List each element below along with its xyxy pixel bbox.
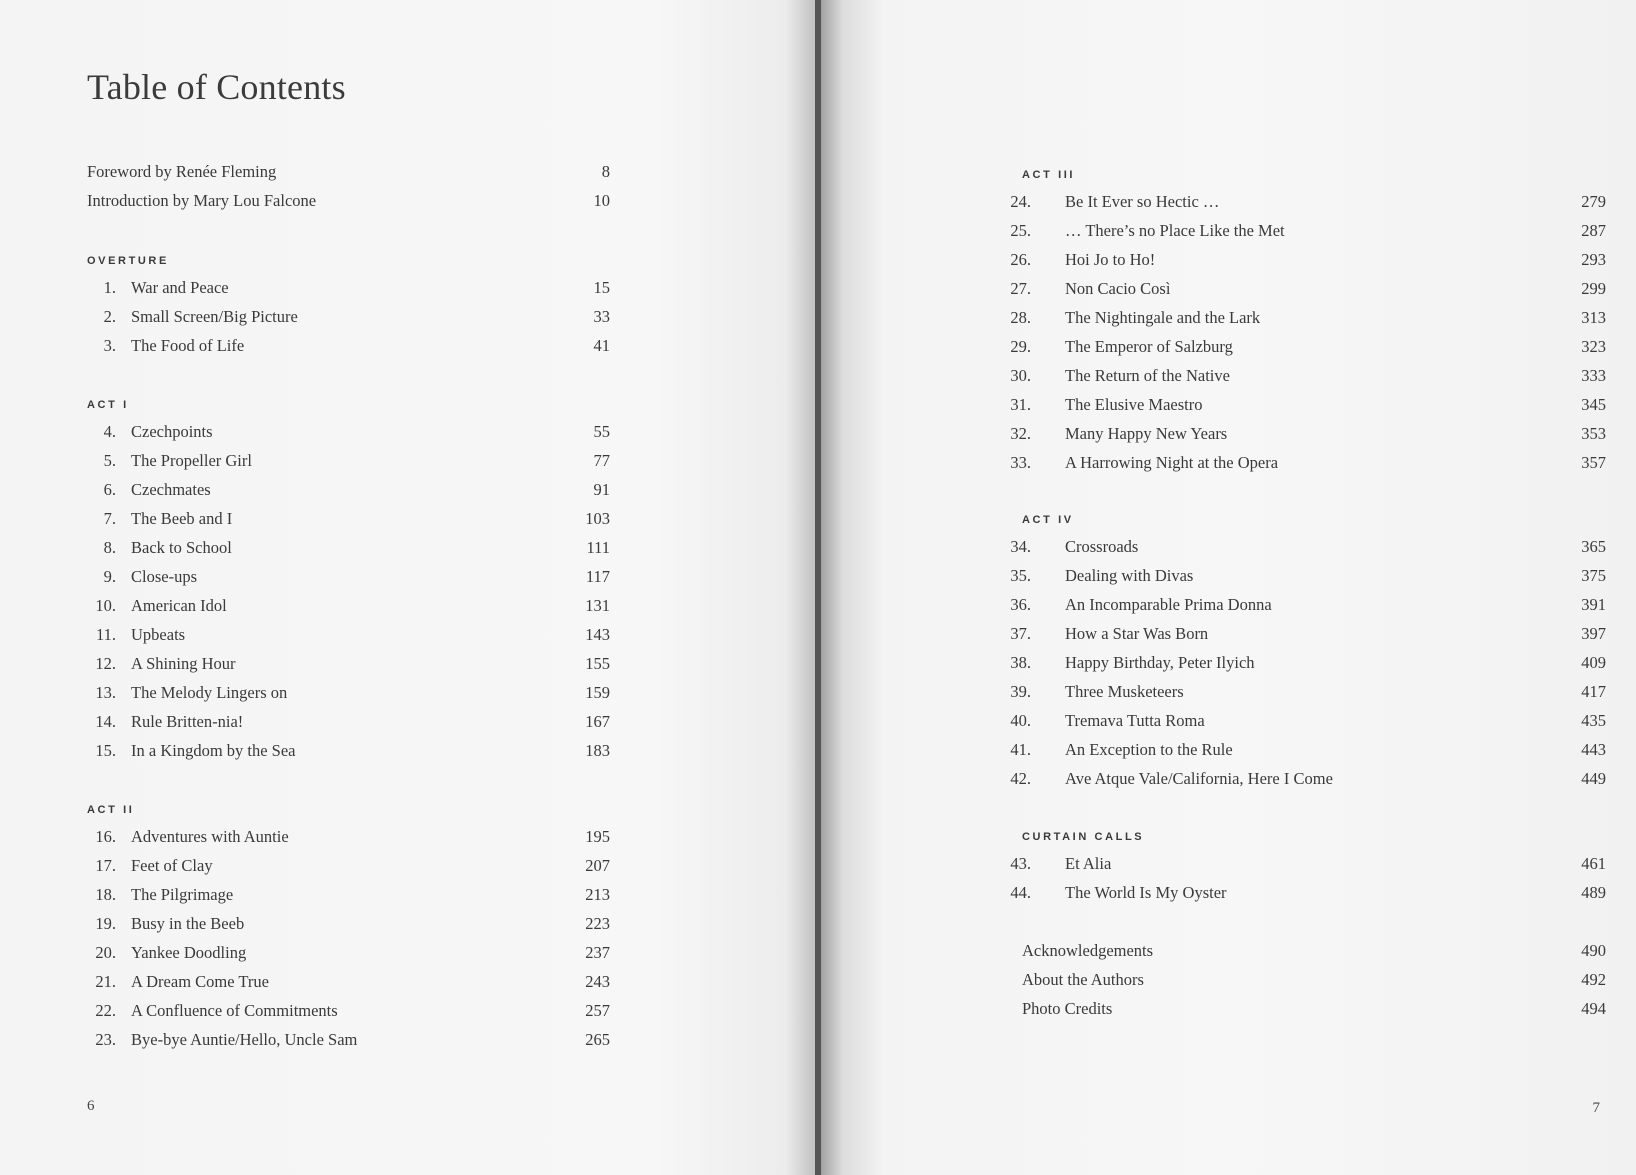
chapter-number: 6. — [103, 480, 116, 499]
chapter-number: 14. — [95, 712, 116, 731]
chapter-number: 13. — [95, 683, 116, 702]
chapter-number: 2. — [103, 307, 116, 326]
chapter-page: 213 — [585, 885, 610, 904]
chapter-page: 243 — [585, 972, 610, 991]
chapter-title: Adventures with Auntie — [131, 827, 289, 846]
chapter-title: The Pilgrimage — [131, 885, 234, 904]
chapter-page: 77 — [593, 451, 610, 470]
chapter-title: A Dream Come True — [131, 972, 269, 991]
chapter-title: Non Cacio Così — [1065, 279, 1171, 298]
chapter-number: 31. — [1010, 395, 1031, 414]
chapter-title: Happy Birthday, Peter Ilyich — [1065, 653, 1255, 672]
chapter-page: 111 — [586, 538, 610, 557]
chapter-page: 299 — [1581, 279, 1606, 298]
page-number-left: 6 — [87, 1098, 95, 1114]
back-matter-page: 490 — [1581, 941, 1606, 960]
right-page — [818, 0, 1636, 1175]
chapter-title: … There’s no Place Like the Met — [1065, 221, 1285, 240]
chapter-title: The Emperor of Salzburg — [1065, 337, 1233, 356]
chapter-title: Upbeats — [131, 625, 186, 644]
chapter-page: 183 — [585, 741, 610, 760]
chapter-title: American Idol — [131, 596, 227, 615]
chapter-title: An Incomparable Prima Donna — [1065, 595, 1272, 614]
chapter-title: Dealing with Divas — [1065, 566, 1194, 585]
section-heading: ACT II — [87, 804, 135, 816]
chapter-title: A Harrowing Night at the Opera — [1065, 453, 1279, 472]
chapter-page: 293 — [1581, 250, 1606, 269]
chapter-page: 159 — [585, 683, 610, 702]
back-matter-title: About the Authors — [1022, 970, 1144, 989]
chapter-page: 287 — [1581, 221, 1606, 240]
chapter-page: 391 — [1581, 595, 1606, 614]
chapter-page: 417 — [1581, 682, 1606, 701]
chapter-number: 1. — [103, 278, 116, 297]
chapter-page: 333 — [1581, 366, 1606, 385]
chapter-number: 4. — [103, 422, 116, 441]
chapter-title: Rule Britten-nia! — [131, 712, 244, 731]
chapter-title: Czechpoints — [131, 422, 213, 441]
chapter-title: The Propeller Girl — [131, 451, 252, 470]
chapter-page: 41 — [593, 336, 610, 355]
chapter-title: A Confluence of Commitments — [131, 1001, 338, 1020]
chapter-page: 357 — [1581, 453, 1606, 472]
chapter-page: 155 — [585, 654, 610, 673]
chapter-number: 41. — [1010, 740, 1031, 759]
chapter-title: Bye-bye Auntie/Hello, Uncle Sam — [131, 1030, 358, 1049]
chapter-number: 32. — [1010, 424, 1031, 443]
page-number-right: 7 — [1592, 1100, 1600, 1116]
chapter-number: 25. — [1010, 221, 1031, 240]
chapter-page: 15 — [593, 278, 610, 297]
chapter-number: 29. — [1010, 337, 1031, 356]
chapter-number: 22. — [95, 1001, 116, 1020]
chapter-title: Yankee Doodling — [131, 943, 247, 962]
chapter-number: 10. — [95, 596, 116, 615]
chapter-title: Hoi Jo to Ho! — [1065, 250, 1156, 269]
chapter-page: 33 — [593, 307, 610, 326]
chapter-number: 40. — [1010, 711, 1031, 730]
chapter-page: 207 — [585, 856, 610, 875]
section-heading: CURTAIN CALLS — [1022, 831, 1145, 843]
page-title: Table of Contents — [87, 67, 346, 107]
chapter-title: The Nightingale and the Lark — [1065, 308, 1261, 327]
section-heading: ACT III — [1022, 169, 1076, 181]
chapter-page: 195 — [585, 827, 610, 846]
chapter-number: 18. — [95, 885, 116, 904]
chapter-number: 27. — [1010, 279, 1031, 298]
chapter-number: 23. — [95, 1030, 116, 1049]
chapter-page: 353 — [1581, 424, 1606, 443]
chapter-page: 167 — [585, 712, 610, 731]
chapter-page: 461 — [1581, 854, 1606, 873]
chapter-number: 19. — [95, 914, 116, 933]
chapter-number: 34. — [1010, 537, 1031, 556]
chapter-number: 26. — [1010, 250, 1031, 269]
chapter-page: 345 — [1581, 395, 1606, 414]
chapter-number: 16. — [95, 827, 116, 846]
chapter-title: Feet of Clay — [131, 856, 213, 875]
chapter-number: 38. — [1010, 653, 1031, 672]
section-heading: OVERTURE — [87, 255, 169, 267]
chapter-title: Et Alia — [1065, 854, 1112, 873]
chapter-title: How a Star Was Born — [1065, 624, 1209, 643]
chapter-title: Ave Atque Vale/California, Here I Come — [1065, 769, 1333, 788]
chapter-title: Back to School — [131, 538, 232, 557]
chapter-page: 237 — [585, 943, 610, 962]
chapter-number: 28. — [1010, 308, 1031, 327]
chapter-number: 5. — [103, 451, 116, 470]
chapter-title: Three Musketeers — [1065, 682, 1184, 701]
section-heading: ACT IV — [1022, 514, 1074, 526]
chapter-title: The Melody Lingers on — [131, 683, 288, 702]
chapter-title: The Food of Life — [131, 336, 245, 355]
section-heading: ACT I — [87, 399, 129, 411]
chapter-title: Many Happy New Years — [1065, 424, 1228, 443]
chapter-title: The Beeb and I — [131, 509, 233, 528]
chapter-title: The World Is My Oyster — [1065, 883, 1227, 902]
chapter-page: 409 — [1581, 653, 1606, 672]
back-matter-page: 492 — [1581, 970, 1606, 989]
chapter-page: 365 — [1581, 537, 1606, 556]
chapter-number: 30. — [1010, 366, 1031, 385]
chapter-page: 257 — [585, 1001, 610, 1020]
chapter-page: 143 — [585, 625, 610, 644]
chapter-page: 435 — [1581, 711, 1606, 730]
chapter-number: 20. — [95, 943, 116, 962]
book-gutter — [815, 0, 821, 1175]
chapter-number: 7. — [103, 509, 116, 528]
chapter-title: A Shining Hour — [131, 654, 236, 673]
chapter-page: 265 — [585, 1030, 610, 1049]
chapter-page: 489 — [1581, 883, 1606, 902]
chapter-page: 91 — [593, 480, 610, 499]
chapter-title: Crossroads — [1065, 537, 1139, 556]
chapter-title: Czechmates — [131, 480, 211, 499]
chapter-number: 21. — [95, 972, 116, 991]
chapter-number: 3. — [103, 336, 116, 355]
chapter-page: 131 — [585, 596, 610, 615]
chapter-title: Busy in the Beeb — [131, 914, 245, 933]
chapter-page: 323 — [1581, 337, 1606, 356]
chapter-number: 39. — [1010, 682, 1031, 701]
chapter-number: 36. — [1010, 595, 1031, 614]
chapter-page: 397 — [1581, 624, 1606, 643]
chapter-page: 117 — [585, 567, 610, 586]
chapter-number: 24. — [1010, 192, 1031, 211]
chapter-title: Small Screen/Big Picture — [131, 307, 298, 326]
chapter-number: 9. — [103, 567, 116, 586]
chapter-page: 375 — [1581, 566, 1606, 585]
chapter-number: 42. — [1010, 769, 1031, 788]
chapter-number: 44. — [1010, 883, 1031, 902]
chapter-title: An Exception to the Rule — [1065, 740, 1233, 759]
chapter-title: In a Kingdom by the Sea — [131, 741, 296, 760]
chapter-page: 449 — [1581, 769, 1606, 788]
chapter-title: The Elusive Maestro — [1065, 395, 1203, 414]
back-matter-title: Acknowledgements — [1022, 941, 1154, 960]
chapter-title: Be It Ever so Hectic … — [1065, 192, 1220, 211]
chapter-page: 313 — [1581, 308, 1606, 327]
chapter-number: 43. — [1010, 854, 1031, 873]
front-matter-page: 10 — [593, 191, 610, 210]
front-matter-title: Introduction by Mary Lou Falcone — [87, 191, 317, 210]
chapter-number: 11. — [95, 625, 116, 644]
chapter-number: 15. — [95, 741, 116, 760]
chapter-page: 223 — [585, 914, 610, 933]
front-matter-title: Foreword by Renée Fleming — [87, 162, 277, 181]
chapter-number: 17. — [95, 856, 116, 875]
chapter-title: The Return of the Native — [1065, 366, 1230, 385]
chapter-number: 35. — [1010, 566, 1031, 585]
chapter-number: 33. — [1010, 453, 1031, 472]
chapter-page: 443 — [1581, 740, 1606, 759]
chapter-number: 12. — [95, 654, 116, 673]
back-matter-title: Photo Credits — [1022, 999, 1113, 1018]
chapter-title: War and Peace — [131, 278, 229, 297]
front-matter-page: 8 — [601, 162, 610, 181]
chapter-page: 55 — [593, 422, 610, 441]
chapter-title: Close-ups — [131, 567, 197, 586]
chapter-number: 37. — [1010, 624, 1031, 643]
back-matter-page: 494 — [1581, 999, 1606, 1018]
chapter-page: 279 — [1581, 192, 1606, 211]
chapter-number: 8. — [103, 538, 116, 557]
chapter-page: 103 — [585, 509, 610, 528]
chapter-title: Tremava Tutta Roma — [1065, 711, 1205, 730]
